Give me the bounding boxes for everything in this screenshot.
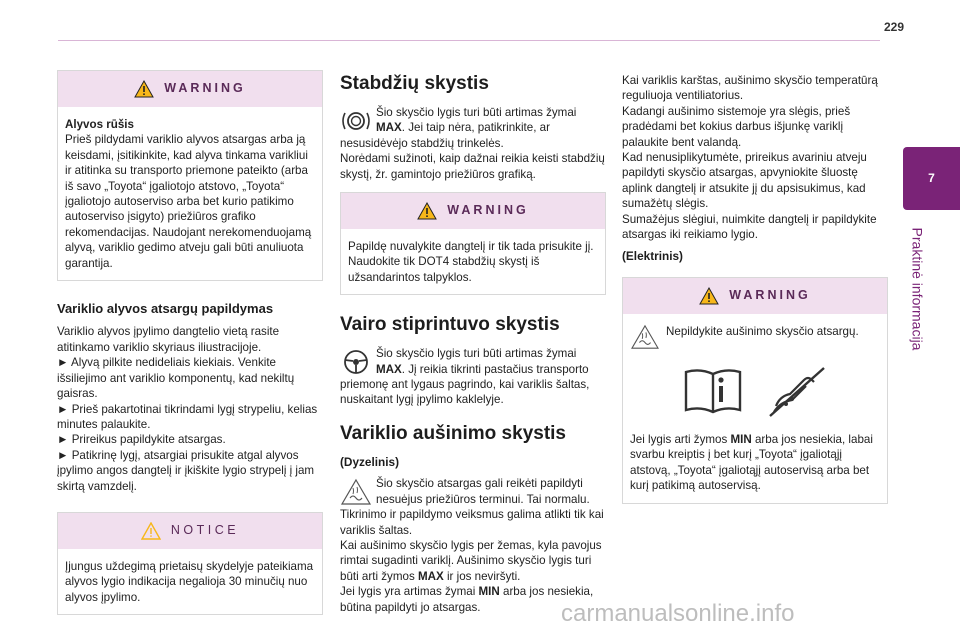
caution-triangle-icon (340, 478, 372, 506)
warning-lead: Nepildykite aušinimo skysčio atsargų. (666, 324, 859, 338)
column-middle (340, 72, 606, 615)
oil-paragraph-1: Variklio alyvos įpylimo dangtelio vietą rasite atitinkamo variklio skyriaus iliustracijoje. (57, 325, 280, 354)
warning-title: WARNING (164, 81, 246, 96)
notice-triangle-icon (141, 522, 161, 540)
diesel-label: (Dyzelinis) (340, 454, 399, 469)
warning-box-electric (622, 277, 888, 504)
warning-text: Papildę nuvalykite dangtelį ir tik tada prisukite jį. Naudokite tik DOT4 stabdžių skystį iš užsandarintos talpyklos. (348, 240, 594, 284)
warning-triangle-icon (699, 287, 719, 305)
notice-text: Įjungus uždegimą prietaisų skydelyje pateikiama alyvos lygio indikacija negalioja 30 minučių nuo alyvos įpylimo. (65, 559, 314, 604)
diesel-text: Šio skysčio atsargas gali reikėti papildyti nesuėjus priežiūros terminui. Tai normalu. Tikrinimo ir papildymo veiksmus galima atlikti tik kai variklis šaltas. (340, 477, 604, 537)
steering-wheel-icon (340, 348, 372, 376)
warning-heading: Alyvos rūšis (65, 118, 134, 131)
warning-triangle-icon (134, 80, 154, 98)
warning-header (341, 193, 605, 229)
warning-text: Jei lygis arti žymos MIN arba jos nesiekia, labai svarbu kreiptis į bet kurį „Toyota“ įgaliotąjį atstovą, „Toyota“ įgaliotąjį autoservisą arba bet kurį patikimą autoservisą. (630, 432, 873, 493)
warning-lead-row (630, 324, 880, 350)
column-left (57, 70, 323, 635)
chapter-title: Praktinė informacija (909, 227, 926, 351)
brake-fluid-icon (340, 107, 372, 135)
warning-box-brake (340, 192, 606, 295)
notice-box (57, 512, 323, 615)
steering-fluid-text: Šio skysčio lygis turi būti artimas žymai MAX. Jį reikia tikrinti pastačius transporto priemonę ant lygaus pagrindo, kai variklis šaltas, nuskaitant lygį įpylimo kaklelyje. (340, 347, 590, 407)
warning-text: Prieš pildydami variklio alyvos atsargas arba ją keisdami, įsitikinkite, kad alyva tinkama varikliui ir atitinka su transporto priemone pateikto (arba iš savo „Toyota“ įgaliotojo atstovo, „Toyota“ įgaliotojo autoserviso arba bet kurio patikimo autoserviso įsigyto) priežiūros grafiko rekomendacijas. Naudojant nerekomenduojamą alyvą, variklio gedimo atveju gali būti anuliuota garantija. (65, 133, 312, 270)
oil-paragraph-2: ► Alyvą pilkite nedideliais kiekiais. Venkite išsiliejimo ant variklio komponentų, kad nekiltų gaisras. (57, 356, 295, 401)
hot-engine-text: Kai variklis karštas, aušinimo skysčio temperatūrą reguliuoja ventiliatorius. (622, 74, 878, 103)
section-title-oil-topup: Variklio alyvos atsargų papildymas (57, 301, 274, 317)
warning-header (58, 71, 322, 107)
no-refill-icon (766, 366, 828, 418)
manual-and-no-refill-pictograms (630, 366, 880, 418)
column-right (622, 73, 888, 524)
brake-fluid-title: Stabdžių skystis (340, 73, 489, 94)
coolant-title: Variklio aušinimo skystis (340, 422, 566, 444)
warning-header (623, 278, 887, 314)
warning-box-oil-type (57, 70, 323, 281)
oil-paragraph-3: ► Prieš pakartotinai tikrindami lygį strypeliu, kelias minutes palaukite. (57, 402, 318, 431)
chapter-number: 7 (928, 170, 935, 185)
chapter-tab[interactable] (903, 147, 960, 210)
steering-fluid-title: Vairo stiprintuvo skystis (340, 314, 560, 336)
warning-title: WARNING (729, 288, 811, 303)
oil-paragraph-5: ► Patikrinę lygį, atsargiai prisukite atgal alyvos įpylimo angos dangtelį ir įkiškite lygio strypelį į jam skirtą vamzdelį. (57, 448, 315, 493)
caution-triangle-icon (630, 324, 660, 350)
brake-fluid-text-2: Norėdami sužinoti, kaip dažnai reikia keisti stabdžių skystį, žr. gamintojo priežiūros grafiką. (340, 152, 605, 181)
min-coolant-text: Jei lygis yra artimas žymai MIN arba jos nesiekia, būtina papildyti jo atsargas. (340, 585, 594, 614)
low-coolant-text: Kai aušinimo skysčio lygis per žemas, kyla pavojus rimtai sugadinti variklį. Aušinimo skysčio lygis turi būti arti žymos MAX ir jos neviršyti. (340, 538, 602, 583)
brake-fluid-text: Šio skysčio lygis turi būti artimas žymai MAX. Jei taip nėra, patikrinkite, ar nesusidėvėjo stabdžių trinkelės. (340, 106, 577, 150)
burn-text: Kad nenusiplikytumėte, prireikus avariniu atveju papildyti skysčio atsargas, apvyniokite šluostę aplink dangtelį ir atsukite jį du apsisukimus, kad sumažėtų slėgis. (622, 151, 867, 211)
warning-title: WARNING (447, 203, 529, 218)
notice-title: NOTICE (170, 523, 240, 538)
release-text: Sumažėjus slėgiui, nuimkite dangtelį ir papildykite atsargas iki reikiamo lygio. (622, 212, 877, 242)
oil-paragraph-4: ► Prireikus papildykite atsargas. (57, 433, 226, 447)
watermark: carmanualsonline.info (561, 600, 795, 627)
manual-info-icon (682, 366, 744, 416)
page-number: 229 (884, 20, 905, 34)
pressure-text: Kadangi aušinimo sistemoje yra slėgis, prieš pradėdami bet kokius darbus išjunkę variklį palaukite bent valandą. (622, 104, 851, 149)
warning-triangle-icon (417, 202, 437, 220)
header-rule (58, 40, 880, 41)
electric-label: (Elektrinis) (622, 249, 683, 264)
notice-header (58, 513, 322, 549)
